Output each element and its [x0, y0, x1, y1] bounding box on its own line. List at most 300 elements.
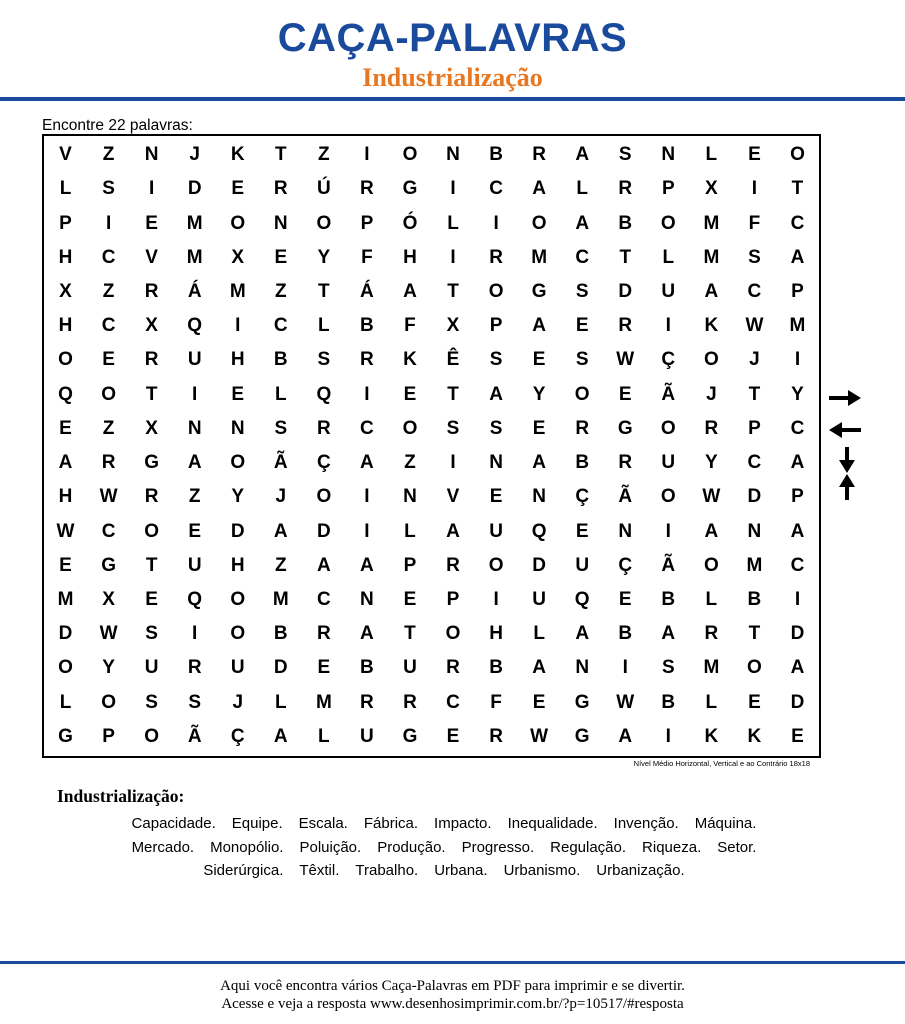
grid-cell[interactable]: O [703, 349, 719, 371]
grid-cell[interactable]: B [618, 212, 633, 234]
grid-cell[interactable]: J [706, 383, 717, 405]
grid-cell[interactable]: I [192, 623, 198, 645]
grid-cell[interactable]: O [230, 212, 246, 234]
grid-cell[interactable]: I [450, 246, 456, 268]
grid-cell[interactable]: R [532, 144, 546, 166]
grid-cell[interactable]: C [360, 417, 374, 439]
grid-cell[interactable]: Q [316, 383, 332, 405]
grid-cell[interactable]: L [533, 623, 545, 645]
grid-cell[interactable]: H [230, 349, 245, 371]
grid-cell[interactable]: G [617, 417, 633, 439]
grid-cell[interactable]: I [665, 725, 671, 747]
grid-cell[interactable]: Z [274, 554, 287, 576]
grid-cell[interactable]: O [402, 144, 418, 166]
grid-cell[interactable]: P [360, 212, 374, 234]
grid-cell[interactable]: Y [791, 383, 804, 405]
grid-cell[interactable]: A [403, 280, 417, 302]
grid-cell[interactable]: A [273, 520, 288, 542]
grid-cell[interactable]: E [532, 417, 546, 439]
grid-cell[interactable]: I [622, 657, 628, 679]
grid-cell[interactable]: P [446, 588, 460, 610]
grid-cell[interactable]: O [488, 554, 504, 576]
grid-cell[interactable]: Ç [618, 554, 633, 576]
grid-cell[interactable]: J [232, 691, 244, 713]
grid-cell[interactable]: O [230, 588, 246, 610]
grid-cell[interactable]: Z [404, 452, 416, 474]
grid-cell[interactable]: D [532, 554, 546, 576]
grid-cell[interactable]: C [747, 452, 762, 474]
grid-cell[interactable]: C [575, 246, 590, 268]
grid-cell[interactable]: A [532, 657, 546, 679]
grid-cell[interactable]: R [575, 417, 590, 439]
grid-cell[interactable]: I [493, 212, 499, 234]
grid-cell[interactable]: D [618, 280, 633, 302]
grid-cell[interactable]: S [188, 691, 202, 713]
grid-cell[interactable]: E [59, 417, 72, 439]
grid-cell[interactable]: N [618, 520, 633, 542]
grid-cell[interactable]: Ã [187, 725, 202, 747]
grid-cell[interactable]: I [364, 144, 370, 166]
grid-cell[interactable]: A [704, 520, 719, 542]
grid-cell[interactable]: A [532, 178, 546, 200]
grid-cell[interactable]: O [316, 486, 332, 508]
grid-cell[interactable]: A [273, 725, 288, 747]
grid-cell[interactable]: R [618, 315, 633, 337]
grid-cell[interactable]: X [145, 417, 158, 439]
grid-cell[interactable]: B [661, 691, 676, 713]
grid-cell[interactable]: E [59, 554, 72, 576]
grid-cell[interactable]: Y [231, 486, 245, 508]
grid-cell[interactable]: A [575, 144, 590, 166]
grid-cell[interactable]: C [790, 554, 805, 576]
grid-cell[interactable]: D [230, 520, 245, 542]
grid-cell[interactable]: O [58, 657, 73, 679]
grid-cell[interactable]: I [364, 486, 370, 508]
grid-cell[interactable]: E [102, 349, 115, 371]
grid-cell[interactable]: Y [532, 383, 546, 405]
grid-cell[interactable]: S [489, 349, 503, 371]
grid-cell[interactable]: F [490, 691, 502, 713]
grid-cell[interactable]: C [790, 212, 805, 234]
grid-cell[interactable]: E [618, 588, 632, 610]
grid-cell[interactable]: J [189, 144, 200, 166]
grid-cell[interactable]: E [188, 520, 202, 542]
grid-cell[interactable]: N [532, 486, 546, 508]
grid-cell[interactable]: D [790, 623, 805, 645]
grid-cell[interactable]: E [791, 725, 804, 747]
grid-cell[interactable]: A [790, 452, 805, 474]
grid-cell[interactable]: E [575, 520, 589, 542]
grid-cell[interactable]: V [145, 246, 158, 268]
grid-cell[interactable]: Ã [661, 554, 676, 576]
grid-cell[interactable]: D [747, 486, 762, 508]
grid-cell[interactable]: J [749, 349, 760, 371]
grid-cell[interactable]: Q [187, 588, 203, 610]
grid-cell[interactable]: A [575, 623, 590, 645]
grid-cell[interactable]: O [790, 144, 805, 166]
grid-cell[interactable]: R [144, 486, 159, 508]
grid-cell[interactable]: O [316, 212, 332, 234]
grid-cell[interactable]: U [575, 554, 590, 576]
grid-cell[interactable]: O [144, 520, 160, 542]
grid-cell[interactable]: S [446, 417, 460, 439]
grid-cell[interactable]: L [59, 691, 72, 713]
grid-cell[interactable]: N [273, 212, 288, 234]
grid-cell[interactable]: M [186, 246, 203, 268]
grid-cell[interactable]: S [317, 349, 331, 371]
grid-cell[interactable]: A [704, 280, 719, 302]
grid-cell[interactable]: A [661, 623, 676, 645]
grid-cell[interactable]: O [531, 212, 547, 234]
grid-cell[interactable]: F [748, 212, 761, 234]
grid-cell[interactable]: R [618, 452, 633, 474]
grid-cell[interactable]: G [574, 691, 590, 713]
grid-cell[interactable]: R [144, 280, 159, 302]
grid-cell[interactable]: L [576, 178, 588, 200]
grid-cell[interactable]: P [102, 725, 115, 747]
grid-cell[interactable]: W [616, 349, 635, 371]
grid-cell[interactable]: E [489, 486, 503, 508]
grid-cell[interactable]: O [402, 417, 418, 439]
grid-cell[interactable]: I [450, 178, 456, 200]
grid-cell[interactable]: R [704, 417, 719, 439]
grid-cell[interactable]: I [794, 588, 801, 610]
grid-cell[interactable]: V [446, 486, 460, 508]
grid-cell[interactable]: W [99, 486, 118, 508]
grid-cell[interactable]: W [99, 623, 118, 645]
grid-cell[interactable]: S [661, 657, 675, 679]
grid-cell[interactable]: I [751, 178, 758, 200]
grid-cell[interactable]: B [747, 588, 762, 610]
grid-cell[interactable]: G [402, 178, 418, 200]
grid-cell[interactable]: Ã [273, 452, 288, 474]
grid-cell[interactable]: H [58, 486, 73, 508]
grid-cell[interactable]: L [447, 212, 459, 234]
grid-cell[interactable]: S [489, 417, 503, 439]
grid-cell[interactable]: C [790, 417, 805, 439]
grid-cell[interactable]: B [575, 452, 590, 474]
grid-cell[interactable]: R [360, 349, 374, 371]
grid-cell[interactable]: W [745, 315, 764, 337]
grid-cell[interactable]: Z [318, 144, 330, 166]
grid-cell[interactable]: S [748, 246, 761, 268]
grid-cell[interactable]: R [489, 246, 503, 268]
grid-cell[interactable]: M [531, 246, 548, 268]
grid-cell[interactable]: L [404, 520, 416, 542]
grid-cell[interactable]: O [445, 623, 461, 645]
grid-cell[interactable]: M [703, 246, 720, 268]
grid-cell[interactable]: E [748, 144, 761, 166]
grid-cell[interactable]: O [144, 725, 160, 747]
grid-cell[interactable]: O [230, 452, 246, 474]
grid-cell[interactable]: N [144, 144, 159, 166]
grid-cell[interactable]: G [101, 554, 116, 576]
grid-cell[interactable]: R [360, 691, 374, 713]
grid-cell[interactable]: S [618, 144, 632, 166]
grid-cell[interactable]: G [574, 725, 590, 747]
grid-cell[interactable]: B [489, 657, 503, 679]
grid-cell[interactable]: N [230, 417, 245, 439]
grid-cell[interactable]: Z [102, 417, 115, 439]
grid-cell[interactable]: K [704, 725, 719, 747]
grid-cell[interactable]: A [532, 452, 546, 474]
grid-cell[interactable]: P [59, 212, 72, 234]
grid-cell[interactable]: M [746, 554, 763, 576]
grid-cell[interactable]: Ã [618, 486, 633, 508]
grid-cell[interactable]: O [101, 383, 116, 405]
grid-cell[interactable]: C [489, 178, 503, 200]
grid-cell[interactable]: C [446, 691, 460, 713]
grid-cell[interactable]: D [273, 657, 288, 679]
grid-cell[interactable]: A [360, 554, 374, 576]
grid-cell[interactable]: E [231, 383, 245, 405]
grid-cell[interactable]: O [660, 212, 676, 234]
grid-cell[interactable]: E [532, 691, 546, 713]
grid-cell[interactable]: Á [187, 280, 202, 302]
grid-cell[interactable]: U [403, 657, 417, 679]
grid-cell[interactable]: N [446, 144, 460, 166]
grid-cell[interactable]: Z [188, 486, 201, 508]
grid-cell[interactable]: Y [317, 246, 331, 268]
grid-cell[interactable]: E [145, 588, 158, 610]
grid-cell[interactable]: M [789, 315, 806, 337]
grid-cell[interactable]: Q [58, 383, 73, 405]
grid-cell[interactable]: L [318, 315, 330, 337]
grid-cell[interactable]: Ç [661, 349, 676, 371]
grid-cell[interactable]: U [187, 554, 202, 576]
grid-cell[interactable]: E [748, 691, 761, 713]
grid-cell[interactable]: H [489, 623, 503, 645]
grid-cell[interactable]: T [748, 623, 761, 645]
grid-cell[interactable]: P [403, 554, 417, 576]
grid-cell[interactable]: U [230, 657, 245, 679]
grid-cell[interactable]: R [704, 623, 719, 645]
grid-cell[interactable]: S [145, 691, 158, 713]
grid-cell[interactable]: Y [102, 657, 115, 679]
grid-cell[interactable]: O [58, 349, 73, 371]
grid-cell[interactable]: Ó [402, 212, 418, 234]
grid-cell[interactable]: S [575, 280, 589, 302]
grid-cell[interactable]: N [575, 657, 590, 679]
grid-cell[interactable]: O [660, 417, 676, 439]
grid-cell[interactable]: I [364, 383, 370, 405]
grid-cell[interactable]: E [231, 178, 245, 200]
grid-cell[interactable]: T [274, 144, 287, 166]
grid-cell[interactable]: A [58, 452, 73, 474]
grid-cell[interactable]: R [316, 623, 331, 645]
grid-cell[interactable]: J [275, 486, 287, 508]
grid-cell[interactable]: B [360, 315, 374, 337]
grid-cell[interactable]: R [618, 178, 633, 200]
grid-cell[interactable]: L [705, 588, 718, 610]
grid-cell[interactable]: D [58, 623, 73, 645]
grid-cell[interactable]: A [360, 452, 374, 474]
grid-cell[interactable]: K [403, 349, 417, 371]
grid-cell[interactable]: N [489, 452, 503, 474]
grid-cell[interactable]: A [316, 554, 331, 576]
grid-cell[interactable]: A [618, 725, 633, 747]
grid-cell[interactable]: I [665, 315, 671, 337]
grid-cell[interactable]: O [703, 554, 719, 576]
grid-cell[interactable]: S [575, 349, 589, 371]
grid-cell[interactable]: A [790, 520, 805, 542]
grid-cell[interactable]: C [101, 315, 116, 337]
grid-cell[interactable]: G [58, 725, 73, 747]
grid-cell[interactable]: E [618, 383, 632, 405]
grid-cell[interactable]: M [703, 657, 720, 679]
grid-cell[interactable]: Ç [230, 725, 245, 747]
grid-cell[interactable]: L [705, 691, 718, 713]
grid-cell[interactable]: P [661, 178, 675, 200]
grid-cell[interactable]: F [404, 315, 416, 337]
grid-cell[interactable]: O [230, 623, 246, 645]
grid-cell[interactable]: R [144, 349, 159, 371]
grid-cell[interactable]: I [450, 452, 456, 474]
grid-cell[interactable]: I [192, 383, 198, 405]
grid-cell[interactable]: P [748, 417, 761, 439]
grid-cell[interactable]: Q [187, 315, 203, 337]
grid-cell[interactable]: F [361, 246, 373, 268]
grid-cell[interactable]: Ç [316, 452, 331, 474]
grid-cell[interactable]: U [532, 588, 546, 610]
grid-cell[interactable]: Á [360, 280, 374, 302]
grid-cell[interactable]: E [575, 315, 589, 337]
grid-cell[interactable]: E [274, 246, 288, 268]
grid-cell[interactable]: G [531, 280, 547, 302]
grid-cell[interactable]: R [101, 452, 116, 474]
grid-cell[interactable]: L [705, 144, 718, 166]
grid-cell[interactable]: R [489, 725, 503, 747]
grid-cell[interactable]: E [145, 212, 158, 234]
grid-cell[interactable]: E [403, 588, 417, 610]
grid-cell[interactable]: B [489, 144, 503, 166]
grid-cell[interactable]: B [273, 349, 288, 371]
grid-cell[interactable]: N [360, 588, 374, 610]
grid-cell[interactable]: U [144, 657, 159, 679]
grid-cell[interactable]: L [274, 691, 287, 713]
grid-cell[interactable]: R [446, 657, 460, 679]
grid-cell[interactable]: P [791, 280, 804, 302]
grid-cell[interactable]: Z [102, 280, 115, 302]
grid-cell[interactable]: K [704, 315, 719, 337]
grid-cell[interactable]: S [102, 178, 115, 200]
grid-cell[interactable]: T [791, 178, 804, 200]
grid-cell[interactable]: O [660, 486, 676, 508]
grid-cell[interactable]: T [447, 280, 459, 302]
grid-cell[interactable]: A [446, 520, 460, 542]
grid-cell[interactable]: E [446, 725, 460, 747]
grid-cell[interactable]: Z [274, 280, 287, 302]
grid-cell[interactable]: C [101, 520, 116, 542]
grid-cell[interactable]: S [145, 623, 158, 645]
grid-cell[interactable]: C [101, 246, 116, 268]
grid-cell[interactable]: W [702, 486, 721, 508]
grid-cell[interactable]: I [665, 520, 671, 542]
grid-cell[interactable]: C [273, 315, 288, 337]
grid-cell[interactable]: I [794, 349, 801, 371]
grid-cell[interactable]: X [231, 246, 245, 268]
grid-cell[interactable]: P [791, 486, 804, 508]
grid-cell[interactable]: Y [705, 452, 718, 474]
grid-cell[interactable]: L [662, 246, 675, 268]
grid-cell[interactable]: Ú [316, 178, 331, 200]
grid-cell[interactable]: T [145, 554, 158, 576]
grid-cell[interactable]: H [403, 246, 417, 268]
grid-cell[interactable]: X [102, 588, 115, 610]
grid-cell[interactable]: B [618, 623, 633, 645]
grid-cell[interactable]: T [748, 383, 761, 405]
grid-cell[interactable]: W [616, 691, 635, 713]
grid-cell[interactable]: I [105, 212, 112, 234]
grid-cell[interactable]: X [446, 315, 460, 337]
grid-cell[interactable]: T [404, 623, 416, 645]
grid-cell[interactable]: A [360, 623, 374, 645]
grid-cell[interactable]: M [272, 588, 289, 610]
grid-cell[interactable]: N [403, 486, 417, 508]
grid-cell[interactable]: W [530, 725, 549, 747]
grid-cell[interactable]: U [360, 725, 374, 747]
grid-cell[interactable]: C [747, 280, 762, 302]
grid-cell[interactable]: P [489, 315, 503, 337]
grid-cell[interactable]: M [186, 212, 203, 234]
grid-cell[interactable]: Ê [446, 349, 460, 371]
grid-cell[interactable]: H [230, 554, 245, 576]
grid-cell[interactable]: R [360, 178, 374, 200]
grid-cell[interactable]: R [403, 691, 417, 713]
grid-cell[interactable]: X [145, 315, 158, 337]
grid-cell[interactable]: A [532, 315, 546, 337]
grid-cell[interactable]: R [187, 657, 202, 679]
grid-cell[interactable]: I [364, 520, 370, 542]
grid-cell[interactable]: W [56, 520, 75, 542]
grid-cell[interactable]: Q [574, 588, 590, 610]
grid-cell[interactable]: Q [531, 520, 547, 542]
grid-cell[interactable]: E [317, 657, 331, 679]
grid-cell[interactable]: Ç [575, 486, 590, 508]
grid-cell[interactable]: U [187, 349, 202, 371]
grid-cell[interactable]: G [144, 452, 160, 474]
grid-cell[interactable]: N [187, 417, 202, 439]
grid-cell[interactable]: U [661, 452, 676, 474]
grid-cell[interactable]: D [790, 691, 805, 713]
grid-cell[interactable]: C [316, 588, 331, 610]
grid-cell[interactable]: B [360, 657, 374, 679]
grid-cell[interactable]: A [187, 452, 202, 474]
grid-cell[interactable]: T [145, 383, 158, 405]
grid-cell[interactable]: A [575, 212, 590, 234]
grid-cell[interactable]: O [488, 280, 504, 302]
grid-cell[interactable]: U [489, 520, 503, 542]
grid-cell[interactable]: B [661, 588, 676, 610]
grid-cell[interactable]: T [619, 246, 632, 268]
grid-cell[interactable]: L [318, 725, 330, 747]
grid-cell[interactable]: I [493, 588, 499, 610]
grid-cell[interactable]: S [274, 417, 288, 439]
grid-cell[interactable]: V [59, 144, 72, 166]
grid-cell[interactable]: G [402, 725, 418, 747]
grid-cell[interactable]: L [274, 383, 287, 405]
grid-cell[interactable]: L [59, 178, 72, 200]
grid-cell[interactable]: M [703, 212, 720, 234]
grid-cell[interactable]: Ã [661, 383, 676, 405]
grid-cell[interactable]: U [661, 280, 676, 302]
grid-cell[interactable]: I [235, 315, 241, 337]
grid-cell[interactable]: O [101, 691, 116, 713]
grid-cell[interactable]: E [403, 383, 417, 405]
grid-cell[interactable]: A [790, 657, 805, 679]
grid-cell[interactable]: A [790, 246, 805, 268]
grid-cell[interactable]: M [315, 691, 332, 713]
